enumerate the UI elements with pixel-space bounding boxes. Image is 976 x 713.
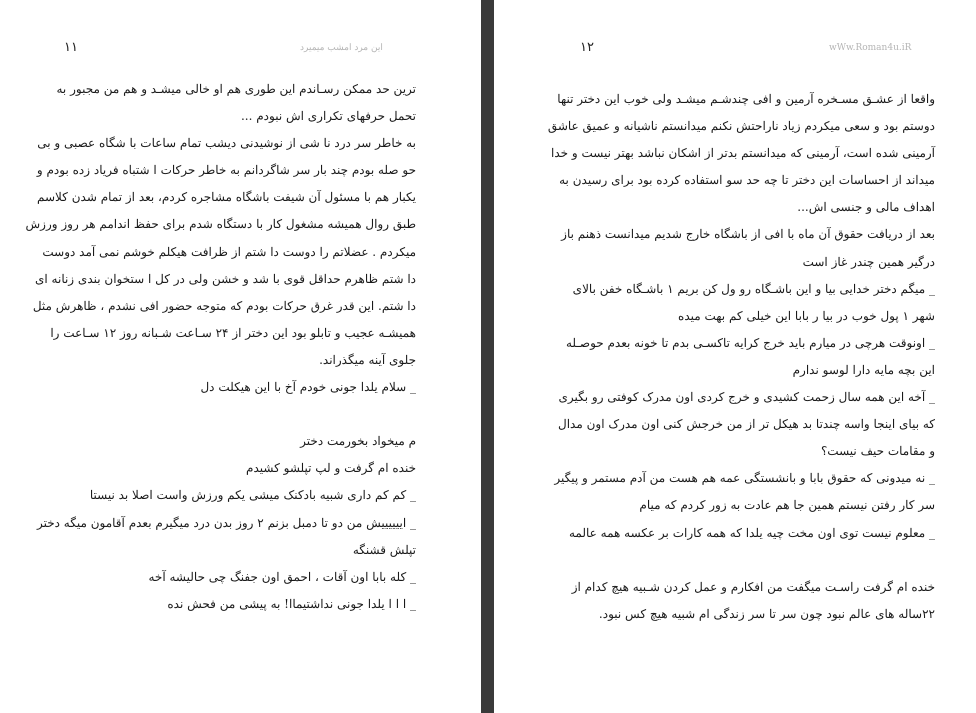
text-line: _ سلام یلدا جونی خودم آخ با این هیکلت دل [200,380,416,395]
text-line: _ کله بابا اون آقات ، احمق اون جفنگ چی حالیشه آخه [148,569,416,584]
text-line: طبق روال همیشه مشغول کار با دستگاه شدم برای حفظ اندامم هر روز ورزش [25,217,416,232]
text-line: بعد از دریافت حقوق آن ماه با افی از باشگاه خارج شدیم میدانست ذهنم باز [561,227,935,242]
right-page-header [494,40,976,60]
text-line: _ میگم دختر خدایی بیا و این باشـگاه رو ول کن بریم ۱ باشـگاه خفن بالای [572,281,935,296]
left-page-number: ۱۱ [64,40,78,55]
text-line: ۲۲ساله های عالم نبود چون سر تا سر زندگی ام شبیه هیچ کس نبود. [598,606,935,621]
left-running-head: این مرد امشب میمیرد [300,43,383,53]
book-gutter [481,0,494,713]
text-line: _ اونوقت هرچی در میارم باید خرج کرایه تاکسـی بدم تا خونه بعدم حوصـله [565,335,935,350]
text-line: درگیر همین چندر غاز است [802,254,935,269]
right-page [494,0,976,713]
paragraph-gap [580,547,935,574]
text-line: م میخواد بخورمت دختر [300,434,416,449]
text-line: _ آخه این همه سال زحمت کشیدی و خرج کردی اون مدرک کوفتی رو بگیری [558,390,935,405]
text-line: یکبار هم با مسئول آن شیفت باشگاه مشاجره کردم، بعد از تمام شدن کلاسم [36,190,416,205]
left-page-header [0,40,481,60]
text-line: خنده ام گرفت راسـت میگفت من افکارم و عمل کردن شـبیه هیچ کدام از [571,579,935,594]
text-line: میکردم . عضلاتم را دوست دا شتم از ظرافت هیکلم خوشم نمی آمد دوست [42,244,416,259]
paragraph-gap [64,401,416,428]
text-line: همیشـه عجیب و تابلو بود این دختر از ۲۴ سـاعت شـبانه روز ۱۲ سـاعت را [50,325,416,340]
text-line: ترین حد ممکن رسـاندم این طوری هم او خالی میشـد و هم من مجبور به [56,82,416,96]
left-page-body [25,76,416,618]
text-line: اهداف مالی و جنسی اش... [797,200,935,215]
text-line: _ نه میدونی که حقوق بابا و بانشستگی عمه هم هست من آدم مستمر و پیگیر [554,471,935,486]
text-line: _ اییییییش من دو تا دمبل بزنم ۲ روز بدن درد میگیرم بعدم آقامون میگه دختر [36,515,416,530]
text-line: حو صله بودم چند بار سر شاگردانم به خاطر حرکات ا شتباه فریاد زده بودم و [36,163,416,178]
text-line: میداند از احساسات این دختر تا چه حد سو استفاده کرده بود برای رسیدن به [559,173,935,188]
left-page [0,0,481,713]
text-line: سر کار رفتن نیستم همین جا هم عادت به زور کردم که میام [639,498,935,513]
text-line: این بچه مایه دارا لوسو ندارم [792,362,935,377]
text-line: _ معلوم نیست توی اون مخت چیه یلدا که همه کارات بر عکسه همه عالمه [569,525,935,540]
right-page-number: ۱۲ [580,40,594,55]
text-line: به خاطر سر درد نا شی از نوشیدنی دیشب تمام ساعات با شگاه عصبی و بی [37,136,416,151]
text-line: خنده ام گرفت و لپ تپلشو کشیدم [246,461,416,476]
text-line: آرمینی شده است، آرمینی که میدانستم بدتر از اشکان نباشد بهتر نیست و خدا [551,146,935,161]
text-line: تحمل حرفهای تکراری اش نبودم ... [240,109,416,124]
text-line: واقعا از عشـق مسـخره آرمین و افی چندشـم میشـد ولی خوب این دختر تنها [557,92,935,106]
right-page-body [547,86,935,628]
text-line: که بیای اینجا واسه چندتا بد هیکل تر از من خرجش کنی اون مدرک اون مدال [558,417,935,432]
text-line: تپلش قشنگه [352,542,416,557]
text-line: دا شتم ظاهرم حداقل قوی با شد و خشن ولی در کل ا ستخوان بندی زنانه ای [35,271,416,286]
text-line: و مقامات حیف نیست؟ [820,444,935,459]
text-line: _ ا ا ا یلدا جونی نداشتیماا! به پیشی من فحش نده [167,596,416,611]
text-line: جلوی آینه میگذراند. [319,352,416,367]
text-line: شهر ۱ پول خوب در بیا ر بابا این خیلی کم بهت میده [678,308,935,323]
text-line: دوستم بود و سعی میکردم زیاد ناراحتش نکنم میدانستم ناشیانه و عمیق عاشق [547,119,935,134]
right-running-head: wWw.Roman4u.iR [829,43,912,53]
text-line: _ کم کم داری شبیه بادکنک میشی یکم ورزش واست اصلا بد نیستا [89,488,416,503]
text-line: دا شتم. این قدر غرق حرکات بودم که متوجه حضور افی نشدم ، ظاهرش مثل [32,298,416,313]
